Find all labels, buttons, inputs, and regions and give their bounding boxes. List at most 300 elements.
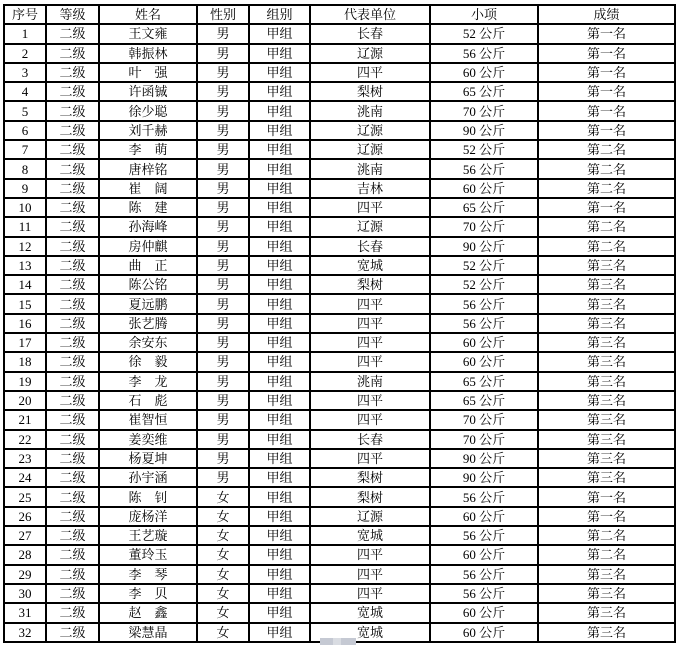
cell-gender: 女 (197, 545, 249, 564)
cell-event: 65 公斤 (430, 372, 538, 391)
table-row (4, 603, 675, 622)
cell-level: 二级 (46, 237, 99, 256)
cell-index: 25 (4, 487, 46, 506)
cell-index: 1 (4, 24, 46, 43)
table-row (4, 584, 675, 603)
cell-event: 56 公斤 (430, 294, 538, 313)
cell-index: 19 (4, 372, 46, 391)
cell-event: 56 公斤 (430, 584, 538, 603)
cell-index: 22 (4, 430, 46, 449)
table-row (4, 159, 675, 178)
cell-group: 甲组 (249, 584, 310, 603)
cell-unit: 四平 (310, 584, 430, 603)
cell-result: 第三名 (538, 565, 675, 584)
cell-gender: 男 (197, 198, 249, 217)
cell-level: 二级 (46, 275, 99, 294)
cell-unit: 洮南 (310, 101, 430, 120)
cell-level: 二级 (46, 217, 99, 236)
column-header-unit: 代表单位 (310, 5, 430, 24)
cell-index: 21 (4, 410, 46, 429)
cell-level: 二级 (46, 603, 99, 622)
cell-unit: 四平 (310, 333, 430, 352)
cell-name: 孙海峰 (99, 217, 197, 236)
cell-name: 李 龙 (99, 372, 197, 391)
cell-group: 甲组 (249, 526, 310, 545)
table-row (4, 217, 675, 236)
cell-level: 二级 (46, 82, 99, 101)
cell-index: 29 (4, 565, 46, 584)
cell-gender: 男 (197, 82, 249, 101)
cell-group: 甲组 (249, 121, 310, 140)
cell-gender: 男 (197, 372, 249, 391)
cell-event: 90 公斤 (430, 468, 538, 487)
cell-level: 二级 (46, 449, 99, 468)
cell-unit: 长春 (310, 24, 430, 43)
cell-index: 31 (4, 603, 46, 622)
cell-index: 13 (4, 256, 46, 275)
results-table (3, 4, 676, 643)
table-row (4, 449, 675, 468)
cell-result: 第二名 (538, 179, 675, 198)
cell-result: 第二名 (538, 159, 675, 178)
cell-group: 甲组 (249, 449, 310, 468)
horizontal-scrollbar-thumb[interactable] (320, 638, 356, 645)
cell-result: 第三名 (538, 430, 675, 449)
cell-index: 15 (4, 294, 46, 313)
cell-event: 65 公斤 (430, 82, 538, 101)
cell-group: 甲组 (249, 391, 310, 410)
cell-gender: 男 (197, 468, 249, 487)
table-row (4, 372, 675, 391)
cell-unit: 长春 (310, 237, 430, 256)
cell-group: 甲组 (249, 468, 310, 487)
cell-event: 65 公斤 (430, 198, 538, 217)
cell-group: 甲组 (249, 237, 310, 256)
table-row (4, 468, 675, 487)
cell-level: 二级 (46, 623, 99, 642)
cell-level: 二级 (46, 44, 99, 63)
cell-index: 27 (4, 526, 46, 545)
cell-level: 二级 (46, 294, 99, 313)
cell-index: 28 (4, 545, 46, 564)
table-row (4, 545, 675, 564)
cell-gender: 男 (197, 391, 249, 410)
cell-unit: 梨树 (310, 468, 430, 487)
cell-result: 第一名 (538, 82, 675, 101)
cell-event: 52 公斤 (430, 275, 538, 294)
column-header-gender: 性别 (197, 5, 249, 24)
cell-index: 3 (4, 63, 46, 82)
cell-event: 56 公斤 (430, 565, 538, 584)
cell-result: 第一名 (538, 507, 675, 526)
cell-unit: 四平 (310, 565, 430, 584)
cell-name: 韩振林 (99, 44, 197, 63)
cell-group: 甲组 (249, 430, 310, 449)
cell-unit: 梨树 (310, 82, 430, 101)
table-row (4, 410, 675, 429)
table-body (4, 24, 675, 642)
cell-index: 30 (4, 584, 46, 603)
cell-unit: 梨树 (310, 275, 430, 294)
cell-gender: 女 (197, 565, 249, 584)
cell-unit: 辽源 (310, 507, 430, 526)
cell-event: 90 公斤 (430, 237, 538, 256)
cell-group: 甲组 (249, 82, 310, 101)
cell-unit: 四平 (310, 198, 430, 217)
table-row (4, 333, 675, 352)
table-row (4, 237, 675, 256)
table-row (4, 101, 675, 120)
cell-index: 16 (4, 314, 46, 333)
cell-result: 第三名 (538, 468, 675, 487)
cell-name: 唐梓铭 (99, 159, 197, 178)
cell-name: 陈公铭 (99, 275, 197, 294)
cell-name: 王艺璇 (99, 526, 197, 545)
cell-group: 甲组 (249, 44, 310, 63)
cell-unit: 四平 (310, 294, 430, 313)
cell-name: 李 琴 (99, 565, 197, 584)
cell-name: 孙宇涵 (99, 468, 197, 487)
cell-level: 二级 (46, 507, 99, 526)
cell-result: 第一名 (538, 44, 675, 63)
cell-result: 第三名 (538, 333, 675, 352)
cell-level: 二级 (46, 565, 99, 584)
cell-name: 叶 强 (99, 63, 197, 82)
cell-event: 70 公斤 (430, 101, 538, 120)
cell-gender: 男 (197, 179, 249, 198)
cell-unit: 宽城 (310, 603, 430, 622)
cell-name: 余安东 (99, 333, 197, 352)
cell-result: 第二名 (538, 545, 675, 564)
cell-unit: 宽城 (310, 526, 430, 545)
cell-index: 2 (4, 44, 46, 63)
table-row (4, 565, 675, 584)
table-row (4, 44, 675, 63)
table-row (4, 275, 675, 294)
cell-event: 60 公斤 (430, 63, 538, 82)
cell-level: 二级 (46, 545, 99, 564)
cell-name: 庞杨洋 (99, 507, 197, 526)
cell-unit: 宽城 (310, 623, 430, 642)
cell-name: 李 贝 (99, 584, 197, 603)
cell-group: 甲组 (249, 198, 310, 217)
cell-gender: 男 (197, 44, 249, 63)
table-row (4, 314, 675, 333)
cell-result: 第三名 (538, 603, 675, 622)
cell-level: 二级 (46, 391, 99, 410)
cell-name: 王文雍 (99, 24, 197, 43)
cell-group: 甲组 (249, 140, 310, 159)
cell-name: 董玲玉 (99, 545, 197, 564)
cell-group: 甲组 (249, 63, 310, 82)
cell-unit: 长春 (310, 430, 430, 449)
cell-event: 60 公斤 (430, 352, 538, 371)
cell-result: 第三名 (538, 256, 675, 275)
table-row (4, 256, 675, 275)
cell-name: 杨夏坤 (99, 449, 197, 468)
cell-level: 二级 (46, 63, 99, 82)
table-row (4, 352, 675, 371)
cell-unit: 辽源 (310, 140, 430, 159)
cell-name: 崔智恒 (99, 410, 197, 429)
cell-name: 房仲麒 (99, 237, 197, 256)
column-header-level: 等级 (46, 5, 99, 24)
table-row (4, 430, 675, 449)
cell-event: 90 公斤 (430, 449, 538, 468)
cell-event: 52 公斤 (430, 24, 538, 43)
cell-level: 二级 (46, 140, 99, 159)
cell-index: 24 (4, 468, 46, 487)
cell-name: 陈 钊 (99, 487, 197, 506)
cell-unit: 洮南 (310, 372, 430, 391)
cell-gender: 男 (197, 314, 249, 333)
cell-event: 56 公斤 (430, 487, 538, 506)
cell-level: 二级 (46, 159, 99, 178)
cell-result: 第三名 (538, 410, 675, 429)
cell-group: 甲组 (249, 256, 310, 275)
cell-index: 17 (4, 333, 46, 352)
cell-name: 许函铖 (99, 82, 197, 101)
table-row (4, 294, 675, 313)
cell-name: 徐少聪 (99, 101, 197, 120)
cell-gender: 女 (197, 526, 249, 545)
cell-gender: 男 (197, 121, 249, 140)
cell-level: 二级 (46, 584, 99, 603)
column-header-index: 序号 (4, 5, 46, 24)
scrollbar-thumb-notch (333, 638, 341, 645)
column-header-group: 组别 (249, 5, 310, 24)
cell-group: 甲组 (249, 24, 310, 43)
cell-result: 第一名 (538, 487, 675, 506)
cell-unit: 梨树 (310, 487, 430, 506)
cell-index: 10 (4, 198, 46, 217)
cell-level: 二级 (46, 101, 99, 120)
cell-group: 甲组 (249, 275, 310, 294)
cell-result: 第二名 (538, 526, 675, 545)
cell-name: 赵 鑫 (99, 603, 197, 622)
cell-index: 32 (4, 623, 46, 642)
cell-gender: 男 (197, 333, 249, 352)
cell-group: 甲组 (249, 179, 310, 198)
cell-event: 60 公斤 (430, 603, 538, 622)
cell-event: 60 公斤 (430, 179, 538, 198)
cell-index: 9 (4, 179, 46, 198)
cell-event: 60 公斤 (430, 333, 538, 352)
cell-index: 11 (4, 217, 46, 236)
cell-unit: 洮南 (310, 159, 430, 178)
cell-index: 12 (4, 237, 46, 256)
cell-name: 李 萌 (99, 140, 197, 159)
cell-level: 二级 (46, 352, 99, 371)
cell-event: 56 公斤 (430, 159, 538, 178)
cell-gender: 男 (197, 140, 249, 159)
table-row (4, 507, 675, 526)
cell-name: 曲 正 (99, 256, 197, 275)
cell-name: 张艺腾 (99, 314, 197, 333)
cell-group: 甲组 (249, 294, 310, 313)
cell-index: 5 (4, 101, 46, 120)
cell-gender: 男 (197, 24, 249, 43)
cell-gender: 男 (197, 237, 249, 256)
header-row (4, 5, 675, 24)
cell-gender: 女 (197, 584, 249, 603)
cell-event: 52 公斤 (430, 256, 538, 275)
cell-name: 姜奕维 (99, 430, 197, 449)
cell-group: 甲组 (249, 410, 310, 429)
cell-event: 90 公斤 (430, 121, 538, 140)
cell-index: 20 (4, 391, 46, 410)
cell-gender: 男 (197, 294, 249, 313)
cell-gender: 男 (197, 352, 249, 371)
cell-unit: 辽源 (310, 121, 430, 140)
cell-result: 第二名 (538, 237, 675, 256)
cell-level: 二级 (46, 256, 99, 275)
cell-index: 18 (4, 352, 46, 371)
cell-event: 70 公斤 (430, 430, 538, 449)
column-header-name: 姓名 (99, 5, 197, 24)
cell-group: 甲组 (249, 545, 310, 564)
cell-level: 二级 (46, 410, 99, 429)
cell-event: 56 公斤 (430, 314, 538, 333)
cell-level: 二级 (46, 179, 99, 198)
cell-gender: 男 (197, 256, 249, 275)
cell-group: 甲组 (249, 314, 310, 333)
cell-group: 甲组 (249, 333, 310, 352)
cell-group: 甲组 (249, 159, 310, 178)
cell-level: 二级 (46, 121, 99, 140)
cell-gender: 女 (197, 623, 249, 642)
cell-name: 梁慧晶 (99, 623, 197, 642)
table-row (4, 179, 675, 198)
cell-unit: 辽源 (310, 217, 430, 236)
cell-event: 70 公斤 (430, 217, 538, 236)
cell-unit: 四平 (310, 391, 430, 410)
cell-index: 7 (4, 140, 46, 159)
table-row (4, 24, 675, 43)
cell-level: 二级 (46, 333, 99, 352)
cell-gender: 男 (197, 217, 249, 236)
cell-unit: 四平 (310, 410, 430, 429)
cell-level: 二级 (46, 24, 99, 43)
cell-level: 二级 (46, 487, 99, 506)
cell-result: 第三名 (538, 294, 675, 313)
cell-gender: 男 (197, 63, 249, 82)
cell-result: 第一名 (538, 121, 675, 140)
cell-gender: 男 (197, 410, 249, 429)
cell-result: 第二名 (538, 217, 675, 236)
cell-gender: 男 (197, 159, 249, 178)
cell-index: 4 (4, 82, 46, 101)
cell-result: 第三名 (538, 623, 675, 642)
cell-unit: 四平 (310, 449, 430, 468)
cell-unit: 吉林 (310, 179, 430, 198)
cell-event: 56 公斤 (430, 44, 538, 63)
cell-group: 甲组 (249, 565, 310, 584)
cell-gender: 男 (197, 449, 249, 468)
table-row (4, 82, 675, 101)
cell-event: 60 公斤 (430, 545, 538, 564)
column-header-result: 成绩 (538, 5, 675, 24)
cell-level: 二级 (46, 468, 99, 487)
cell-group: 甲组 (249, 507, 310, 526)
cell-group: 甲组 (249, 372, 310, 391)
cell-result: 第一名 (538, 198, 675, 217)
cell-group: 甲组 (249, 623, 310, 642)
column-header-event: 小项 (430, 5, 538, 24)
cell-gender: 女 (197, 603, 249, 622)
cell-group: 甲组 (249, 603, 310, 622)
cell-result: 第三名 (538, 352, 675, 371)
cell-index: 23 (4, 449, 46, 468)
table-row (4, 487, 675, 506)
cell-event: 56 公斤 (430, 526, 538, 545)
table-row (4, 140, 675, 159)
cell-gender: 女 (197, 507, 249, 526)
cell-unit: 宽城 (310, 256, 430, 275)
cell-event: 70 公斤 (430, 410, 538, 429)
cell-result: 第三名 (538, 391, 675, 410)
cell-result: 第三名 (538, 372, 675, 391)
cell-level: 二级 (46, 372, 99, 391)
cell-gender: 女 (197, 487, 249, 506)
cell-result: 第一名 (538, 24, 675, 43)
cell-event: 60 公斤 (430, 623, 538, 642)
cell-event: 52 公斤 (430, 140, 538, 159)
cell-gender: 男 (197, 101, 249, 120)
cell-index: 6 (4, 121, 46, 140)
cell-group: 甲组 (249, 352, 310, 371)
table-row (4, 391, 675, 410)
table-row (4, 63, 675, 82)
cell-level: 二级 (46, 430, 99, 449)
cell-name: 夏远鹏 (99, 294, 197, 313)
cell-result: 第三名 (538, 314, 675, 333)
cell-unit: 四平 (310, 314, 430, 333)
cell-index: 26 (4, 507, 46, 526)
cell-index: 8 (4, 159, 46, 178)
cell-name: 石 彪 (99, 391, 197, 410)
cell-unit: 四平 (310, 545, 430, 564)
cell-level: 二级 (46, 314, 99, 333)
cell-gender: 男 (197, 430, 249, 449)
cell-unit: 辽源 (310, 44, 430, 63)
table-row (4, 198, 675, 217)
cell-result: 第二名 (538, 140, 675, 159)
cell-group: 甲组 (249, 487, 310, 506)
cell-unit: 四平 (310, 352, 430, 371)
cell-level: 二级 (46, 526, 99, 545)
cell-unit: 四平 (310, 63, 430, 82)
cell-name: 崔 阔 (99, 179, 197, 198)
cell-level: 二级 (46, 198, 99, 217)
table-row (4, 121, 675, 140)
cell-name: 陈 建 (99, 198, 197, 217)
cell-name: 刘千赫 (99, 121, 197, 140)
cell-event: 65 公斤 (430, 391, 538, 410)
cell-result: 第三名 (538, 584, 675, 603)
cell-result: 第一名 (538, 63, 675, 82)
cell-group: 甲组 (249, 217, 310, 236)
cell-gender: 男 (197, 275, 249, 294)
table-row (4, 526, 675, 545)
cell-index: 14 (4, 275, 46, 294)
cell-name: 徐 毅 (99, 352, 197, 371)
cell-result: 第三名 (538, 275, 675, 294)
cell-result: 第一名 (538, 101, 675, 120)
cell-event: 60 公斤 (430, 507, 538, 526)
cell-result: 第三名 (538, 449, 675, 468)
cell-group: 甲组 (249, 101, 310, 120)
